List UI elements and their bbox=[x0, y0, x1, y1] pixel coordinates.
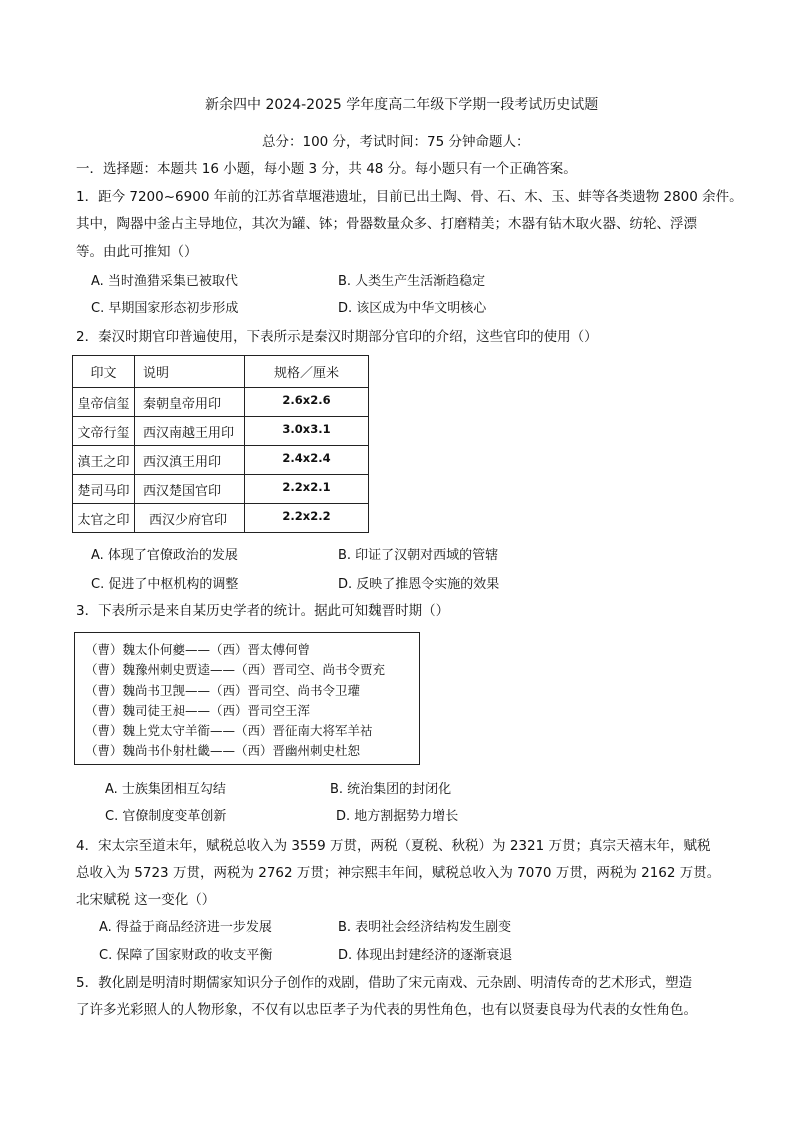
table-cell: 3.0x3.1 bbox=[245, 417, 369, 446]
table-row bbox=[73, 504, 369, 533]
box-line: （曹）魏太仆何夔——（西）晋太傅何曾 bbox=[85, 642, 311, 657]
question-5-line: 5．教化剧是明清时期儒家知识分子创作的戏剧，借助了宋元南戏、元杂剧、明清传奇的艺术形式，塑造 bbox=[76, 975, 693, 991]
q1-option-b[interactable]: B. 人类生产生活渐趋稳定 bbox=[338, 274, 486, 289]
table-row bbox=[73, 388, 369, 417]
table-header: 印文 bbox=[73, 356, 135, 388]
table-cell: 皇帝信玺 bbox=[73, 388, 135, 417]
q4-option-c[interactable]: C. 保障了国家财政的收支平衡 bbox=[99, 948, 273, 963]
q4-option-b[interactable]: B. 表明社会经济结构发生剧变 bbox=[338, 920, 512, 935]
question-4-line: 4．宋太宗至道末年，赋税总收入为 3559 万贯，两税（夏税、秋税）为 2321 万贯；真宗天禧末年，赋税 bbox=[76, 838, 711, 854]
official-lineage-box bbox=[74, 632, 420, 765]
table-cell: 滇王之印 bbox=[73, 446, 135, 475]
table-cell: 秦朝皇帝用印 bbox=[135, 388, 245, 417]
table-cell: 楚司马印 bbox=[73, 475, 135, 504]
table-cell: 2.4x2.4 bbox=[245, 446, 369, 475]
q2-option-c[interactable]: C. 促进了中枢机构的调整 bbox=[91, 577, 239, 592]
section-heading: 一．选择题：本题共 16 小题，每小题 3 分，共 48 分。每小题只有一个正确答案。 bbox=[76, 161, 577, 177]
q1-option-a[interactable]: A. 当时渔猎采集已被取代 bbox=[91, 274, 238, 289]
box-line: （曹）魏豫州刺史贾逵——（西）晋司空、尚书令贾充 bbox=[85, 662, 386, 678]
q3-option-c[interactable]: C. 官僚制度变革创新 bbox=[105, 809, 227, 824]
question-1-line: 其中，陶器中釜占主导地位，其次为罐、钵；骨器数量众多、打磨精美；木器有钻木取火器、纺轮、浮漂 bbox=[76, 216, 697, 232]
box-line: （曹）魏司徒王昶——（西）晋司空王浑 bbox=[85, 702, 311, 718]
seal-table bbox=[72, 355, 369, 533]
table-header-row bbox=[73, 356, 369, 388]
box-line: （曹）魏尚书仆射杜畿——（西）晋幽州刺史杜恕 bbox=[85, 743, 361, 759]
question-1-line: 1．距今 7200~6900 年前的江苏省草堰港遗址，目前已出土陶、骨、石、木、玉、蚌等各类遗物 2800 余件。 bbox=[76, 189, 743, 205]
table-cell: 2.6x2.6 bbox=[245, 388, 369, 417]
table-cell: 西汉南越王用印 bbox=[135, 417, 245, 446]
question-5-line: 了许多光彩照人的人物形象，不仅有以忠臣孝子为代表的男性角色，也有以贤妻良母为代表的女性角色。 bbox=[76, 1002, 697, 1018]
q3-option-a[interactable]: A. 士族集团相互勾结 bbox=[105, 782, 226, 797]
exam-title: 新余四中 2024-2025 学年度高二年级下学期一段考试历史试题 bbox=[205, 97, 599, 113]
table-row bbox=[73, 446, 369, 475]
table-header: 说明 bbox=[135, 356, 245, 388]
q3-option-d[interactable]: D. 地方割据势力增长 bbox=[336, 809, 459, 824]
q1-option-d[interactable]: D. 该区成为中华文明核心 bbox=[338, 301, 487, 316]
table-row bbox=[73, 417, 369, 446]
q2-option-d[interactable]: D. 反映了推恩令实施的效果 bbox=[338, 577, 500, 592]
table-cell: 2.2x2.2 bbox=[245, 504, 369, 533]
exam-meta: 总分：100 分，考试时间：75 分钟命题人： bbox=[262, 134, 530, 150]
q2-option-b[interactable]: B. 印证了汉朝对西域的管辖 bbox=[338, 548, 499, 563]
question-3-stem: 3．下表所示是来自某历史学者的统计。据此可知魏晋时期（） bbox=[76, 603, 450, 619]
table-cell: 西汉滇王用印 bbox=[135, 446, 245, 475]
question-1-line: 等。由此可推知（） bbox=[76, 244, 198, 260]
box-line: （曹）魏尚书卫觊——（西）晋司空、尚书令卫瓘 bbox=[85, 682, 361, 698]
q2-option-a[interactable]: A. 体现了官僚政治的发展 bbox=[91, 548, 238, 563]
q1-option-c[interactable]: C. 早期国家形态初步形成 bbox=[91, 301, 239, 316]
table-row bbox=[73, 475, 369, 504]
table-cell: 2.2x2.1 bbox=[245, 475, 369, 504]
question-4-line: 总收入为 5723 万贯，两税为 2762 万贯；神宗熙丰年间，赋税总收入为 7070 万贯，两税为 2162 万贯。 bbox=[76, 865, 721, 881]
table-cell: 西汉少府官印 bbox=[135, 504, 245, 533]
q4-option-a[interactable]: A. 得益于商品经济进一步发展 bbox=[99, 920, 272, 935]
box-line: （曹）魏上党太守羊衜——（西）晋征南大将军羊祜 bbox=[85, 723, 373, 739]
q3-option-b[interactable]: B. 统治集团的封闭化 bbox=[330, 782, 452, 797]
table-cell: 太官之印 bbox=[73, 504, 135, 533]
table-cell: 文帝行玺 bbox=[73, 417, 135, 446]
question-2-stem: 2．秦汉时期官印普遍使用，下表所示是秦汉时期部分官印的介绍，这些官印的使用（） bbox=[76, 329, 598, 345]
question-4-line: 北宋赋税 这一变化（） bbox=[76, 892, 216, 908]
table-cell: 西汉楚国官印 bbox=[135, 475, 245, 504]
q4-option-d[interactable]: D. 体现出封建经济的逐渐衰退 bbox=[338, 948, 513, 963]
table-header: 规格／厘米 bbox=[245, 356, 369, 388]
